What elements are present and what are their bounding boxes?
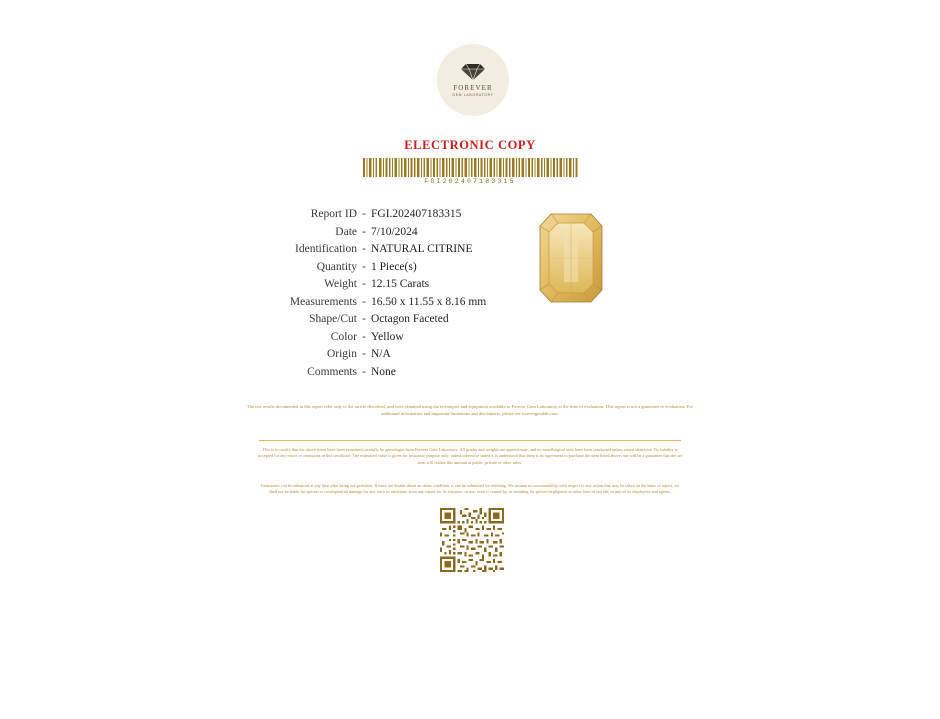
report-disclaimer: This is to certify that the above items have been examined carefully by gemologist from Forever Gem Laboratory. All grades and weights are approximate, and no metallurgical tests have been conducted unless stated otherwise. No liability is accepted for any errors or omissions in this certificate. The estimated value is given for insurance purpose only, unless otherwise stated it is understood that there is no agreement to purchase the item listed above, nor will be a guarantee that the set item will realize this amount at public, private or other sales. (258, 447, 682, 465)
detail-label: Weight (324, 278, 357, 290)
detail-row (250, 243, 550, 261)
detail-value: 16.50 x 11.55 x 8.16 mm (371, 295, 487, 308)
detail-dash: - (362, 295, 366, 308)
detail-row (250, 261, 550, 279)
detail-row (250, 278, 550, 296)
detail-row (250, 348, 550, 366)
detail-value: FGI.202407183315 (371, 208, 462, 220)
detail-value: 1 Piece(s) (371, 260, 417, 273)
detail-value: NATURAL CITRINE (371, 243, 473, 255)
detail-label: Comments (307, 365, 357, 378)
lab-logo (437, 44, 509, 116)
detail-dash: - (362, 365, 366, 378)
report-note: The test results documented in this report refer only to the article described, and were obtained using the techniques and equipment available to Forever Gem Laboratory at the time of evaluation. This report is not a guarantee or evaluation. For additional information and important limitations and disclaimers, please see forevergemlab.com. (246, 404, 694, 416)
detail-label: Quantity (316, 260, 357, 273)
logo-circle (437, 44, 509, 116)
gemstone-photo (538, 212, 604, 304)
report-enhancement-note: Gemstones can be enhanced at any time after being our premises. If there are doubts about an items condition, it can be submitted for retesting. We assume no accountability with respect to any action that may be taken on the basis of report, we shall not be liable for special or consequential damage for any error or omission, from any report for its issuance, or use, even if caused by, or resulting for proven negligence or other kind of our lab, or any of its employees and agents. (260, 483, 680, 495)
barcode-text: FGI202407183315 (424, 178, 516, 185)
barcode-image (363, 158, 578, 177)
detail-dash: - (362, 278, 366, 290)
detail-label: Color (330, 330, 357, 343)
detail-row (250, 296, 550, 314)
detail-row (250, 331, 550, 349)
detail-dash: - (362, 260, 366, 273)
detail-dash: - (362, 208, 366, 220)
electronic-copy-label: ELECTRONIC COPY (404, 138, 536, 152)
detail-label: Origin (326, 348, 357, 360)
detail-label: Date (335, 225, 357, 238)
detail-value: Octagon Faceted (371, 313, 449, 325)
fineprint-divider (259, 440, 681, 441)
barcode (361, 158, 579, 185)
detail-dash: - (362, 313, 366, 325)
detail-value: Yellow (371, 330, 404, 343)
detail-row (250, 366, 550, 384)
detail-value: 7/10/2024 (371, 225, 418, 238)
detail-dash: - (362, 225, 366, 238)
logo-subtitle: GEM LABORATORY (452, 93, 494, 97)
qr-code[interactable] (440, 508, 504, 572)
detail-value: 12.15 Carats (371, 278, 430, 290)
report-details (250, 208, 550, 383)
logo-name: FOREVER (453, 84, 493, 92)
detail-dash: - (362, 330, 366, 343)
detail-row (250, 226, 550, 244)
diamond-icon (460, 63, 486, 81)
detail-row (250, 313, 550, 331)
detail-row (250, 208, 550, 226)
detail-dash: - (362, 348, 366, 360)
detail-value: None (371, 365, 396, 378)
detail-label: Report ID (310, 208, 357, 220)
detail-label: Measurements (289, 295, 357, 308)
detail-label: Identification (295, 243, 357, 255)
detail-value: N/A (371, 348, 391, 360)
detail-label: Shape/Cut (309, 313, 357, 325)
detail-dash: - (362, 243, 366, 255)
